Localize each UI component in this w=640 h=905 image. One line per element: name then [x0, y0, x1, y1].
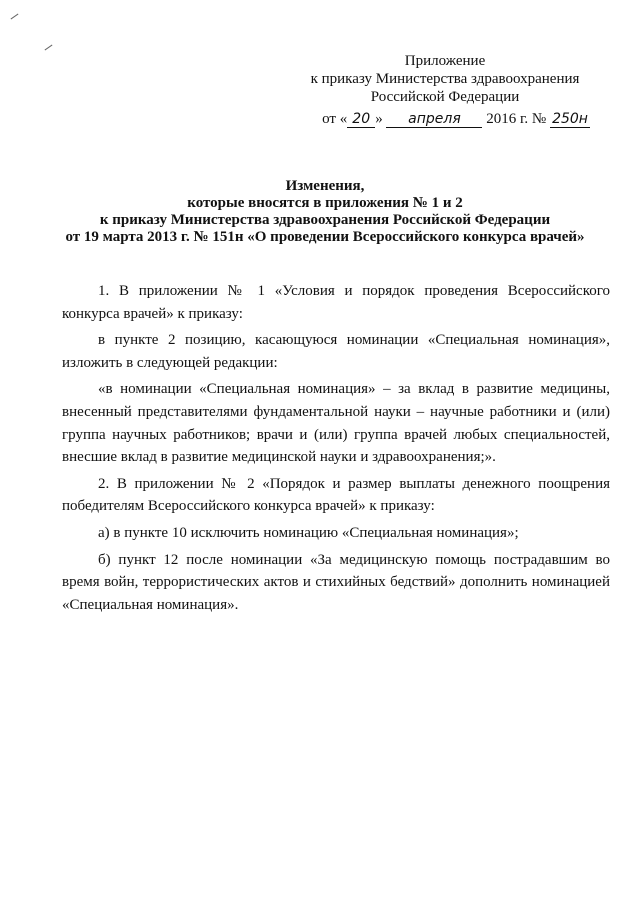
title-line-4: от 19 марта 2013 г. № 151н «О проведении Всероссийского конкурса врачей» — [65, 229, 585, 245]
appendix-header — [300, 52, 590, 128]
handwritten-month: апреля — [386, 111, 482, 128]
paragraph-5: а) в пункте 10 исключить номинацию «Специальная номинация»; — [98, 524, 519, 541]
appendix-label: Приложение — [404, 53, 486, 69]
scan-mark — [11, 14, 19, 20]
scan-mark — [45, 45, 53, 51]
paragraph-4: 2. В приложении № 2 «Порядок и размер выплаты денежного поощрения победителям Всероссийского конкурса врачей» к приказу: — [62, 475, 610, 515]
date-suffix: 2016 г. № — [486, 111, 547, 127]
paragraph-1: 1. В приложении № 1 «Условия и порядок проведения Всероссийского конкурса врачей» к приказу: — [62, 283, 610, 322]
document-title — [40, 178, 610, 246]
document-body — [62, 280, 610, 620]
appendix-date-line — [300, 110, 590, 128]
title-line-1: Изменения, — [285, 178, 365, 194]
appendix-federation: Российской Федерации — [370, 89, 520, 105]
title-line-3: к приказу Министерства здравоохранения Российской Федерации — [99, 212, 551, 228]
paragraph-2: в пункте 2 позицию, касающуюся номинации «Специальная номинация», изложить в следующей редакции: — [62, 332, 610, 371]
paragraph-6: б) пункт 12 после номинации «За медицинскую помощь пострадавшим во время войн, террористических актов и стихийных бедствий» дополнить номинацией «Специальная номинация». — [62, 551, 610, 613]
paragraph-3: «в номинации «Специальная номинация» – за вклад в развитие медицины, внесенный представителями фундаментальной науки – научные работники и (или) группа научных работников; врачи и (или) группа врачей любых специальностей, внесшие вклад в развитие медицинской науки и здравоохранения;». — [62, 381, 610, 466]
handwritten-order-number: 250н — [550, 111, 590, 128]
date-prefix: от « — [322, 111, 348, 127]
title-line-2: которые вносятся в приложения № 1 и 2 — [187, 195, 463, 211]
date-mid: » — [375, 111, 383, 127]
handwritten-day: 20 — [347, 111, 375, 128]
appendix-order-ref: к приказу Министерства здравоохранения — [310, 71, 580, 87]
